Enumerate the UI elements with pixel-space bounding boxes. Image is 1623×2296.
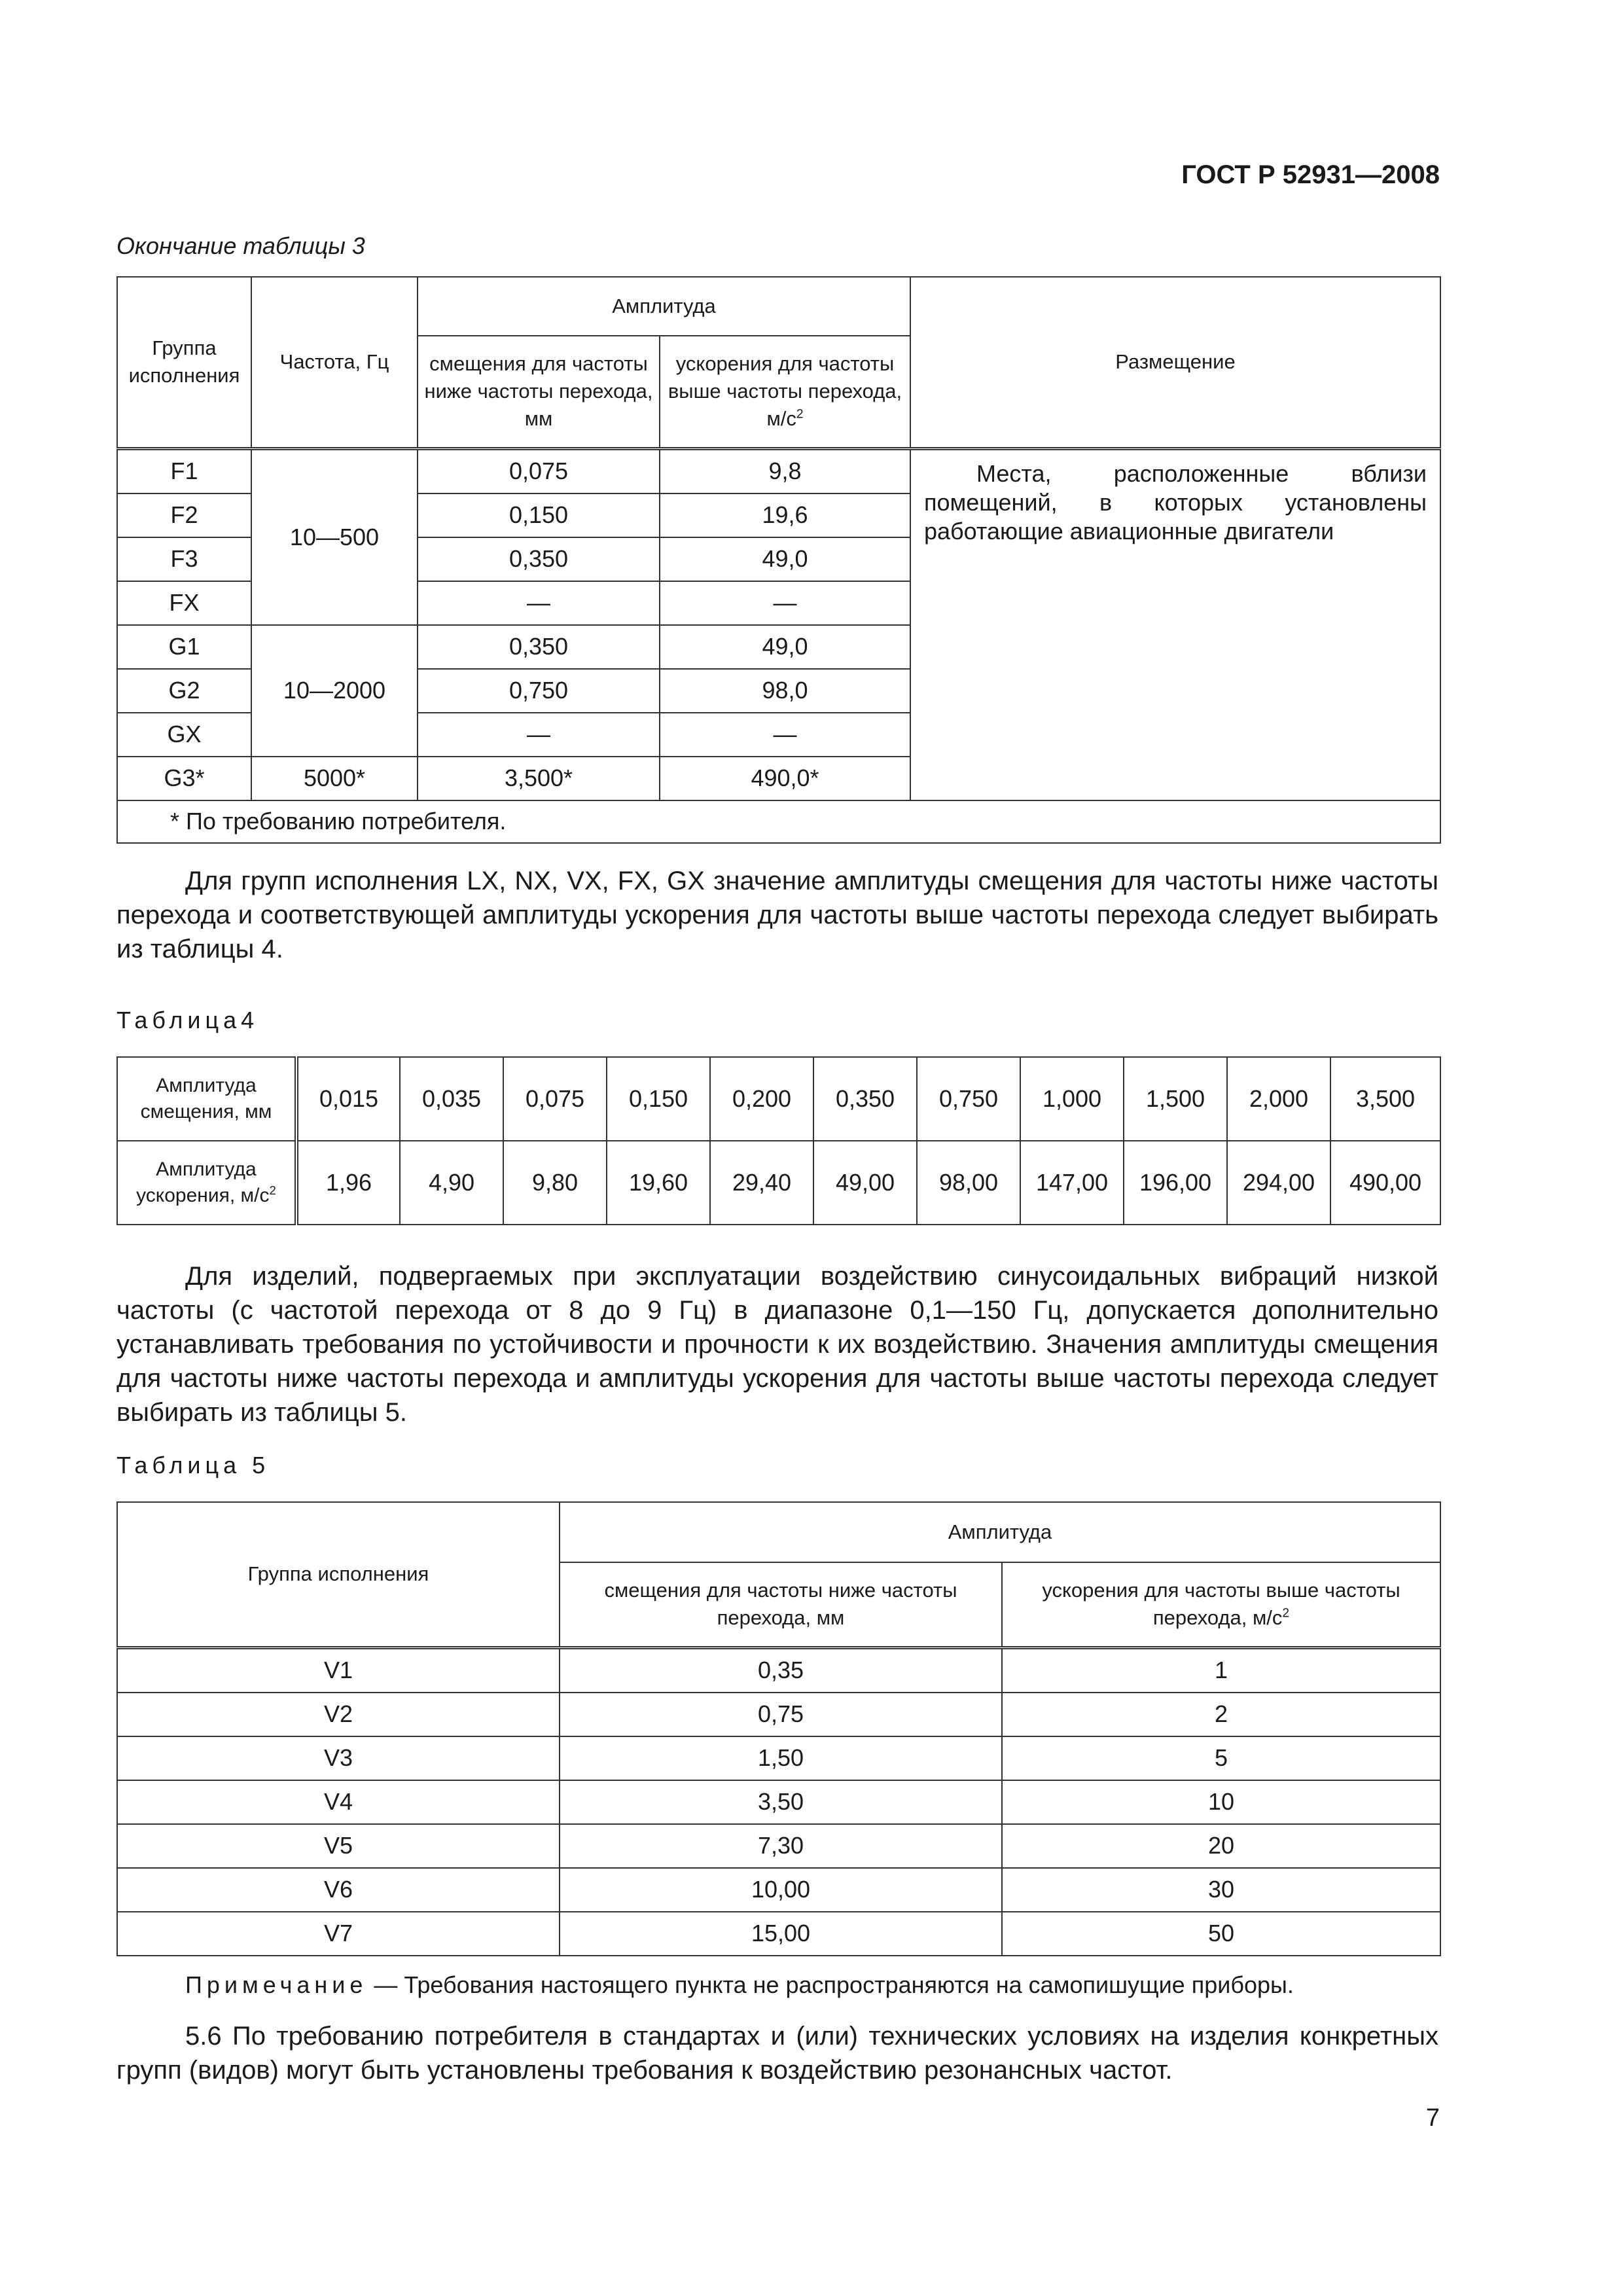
header-placement: Размещение bbox=[910, 277, 1440, 448]
acceleration-cell: 20 bbox=[1002, 1824, 1440, 1868]
acceleration-cell: 19,6 bbox=[660, 493, 910, 537]
displacement-cell: 0,350 bbox=[418, 625, 660, 669]
paragraph-3: 5.6 По требованию потребителя в стандартах и (или) технических условиях на изделия конкретных групп (видов) могут быть установлены требования к воздействию резонансных частот. bbox=[116, 2022, 1438, 2085]
group-cell: F3 bbox=[117, 537, 251, 581]
displacement-cell: 1,50 bbox=[560, 1736, 1002, 1780]
header-frequency: Частота, Гц bbox=[251, 277, 418, 448]
displacement-value: 0,350 bbox=[813, 1057, 917, 1141]
group-cell: G1 bbox=[117, 625, 251, 669]
acceleration-value: 49,00 bbox=[813, 1141, 917, 1225]
document-header: ГОСТ Р 52931—2008 bbox=[1181, 160, 1440, 189]
group-cell: V6 bbox=[117, 1868, 560, 1912]
table-row bbox=[117, 1780, 1440, 1824]
displacement-cell: 0,35 bbox=[560, 1647, 1002, 1693]
displacement-cell: 0,150 bbox=[418, 493, 660, 537]
displacement-cell: 0,750 bbox=[418, 669, 660, 713]
displacement-value: 2,000 bbox=[1227, 1057, 1330, 1141]
displacement-value: 0,200 bbox=[710, 1057, 813, 1141]
displacement-cell: 0,75 bbox=[560, 1693, 1002, 1736]
frequency-cell: 10—500 bbox=[251, 448, 418, 625]
row-label-displacement: Амплитуда смещения, мм bbox=[117, 1057, 296, 1141]
displacement-value: 3,500 bbox=[1330, 1057, 1440, 1141]
row-label-acceleration: Амплитуда ускорения, $м/с^2$ bbox=[117, 1141, 296, 1225]
displacement-cell: 15,00 bbox=[560, 1912, 1002, 1956]
group-cell: G3* bbox=[117, 757, 251, 800]
header-displacement: смещения для частоты ниже частоты перехода, мм bbox=[560, 1562, 1002, 1647]
acceleration-cell: 49,0 bbox=[660, 537, 910, 581]
paragraph-2: Для изделий, подвергаемых при эксплуатации воздействию синусоидальных вибраций низкой частоты (с частотой перехода от 8 до 9 Гц) в диапазоне 0,1—150 Гц, допускается дополнительно устанавливать требования по устойчивости и прочности к их воздействию. Значения амплитуды смещения для частоты ниже частоты перехода и амплитуды ускорения для частоты выше частоты перехода следует выбирать из таблицы 5. bbox=[116, 1262, 1438, 1427]
table-row bbox=[117, 1647, 1440, 1693]
acceleration-cell: — bbox=[660, 713, 910, 757]
displacement-cell: — bbox=[418, 713, 660, 757]
note-label: Примечание bbox=[185, 1971, 368, 1998]
table5-note bbox=[185, 1971, 1294, 1999]
acceleration-value: 9,80 bbox=[503, 1141, 607, 1225]
table-row bbox=[117, 1912, 1440, 1956]
acceleration-cell: 2 bbox=[1002, 1693, 1440, 1736]
acceleration-cell: 98,0 bbox=[660, 669, 910, 713]
acceleration-value: 196,00 bbox=[1124, 1141, 1227, 1225]
displacement-cell: — bbox=[418, 581, 660, 625]
displacement-value: 0,035 bbox=[400, 1057, 503, 1141]
table4-caption: Таблица4 bbox=[116, 1007, 259, 1033]
displacement-cell: 0,075 bbox=[418, 448, 660, 493]
group-cell: V2 bbox=[117, 1693, 560, 1736]
acceleration-cell: — bbox=[660, 581, 910, 625]
header-group: Группа исполнения bbox=[117, 277, 251, 448]
group-cell: V4 bbox=[117, 1780, 560, 1824]
acceleration-cell: 30 bbox=[1002, 1868, 1440, 1912]
acceleration-value: 490,00 bbox=[1330, 1141, 1440, 1225]
acceleration-cell: 10 bbox=[1002, 1780, 1440, 1824]
group-cell: V3 bbox=[117, 1736, 560, 1780]
displacement-cell: 0,350 bbox=[418, 537, 660, 581]
table-5 bbox=[116, 1501, 1441, 1956]
displacement-cell: 3,50 bbox=[560, 1780, 1002, 1824]
acceleration-value: 19,60 bbox=[607, 1141, 710, 1225]
placement-cell: Места, расположенные вблизи помещений, в которых установлены работающие авиационные двигатели bbox=[910, 448, 1440, 800]
acceleration-cell: 50 bbox=[1002, 1912, 1440, 1956]
displacement-row bbox=[117, 1057, 1440, 1141]
group-cell: V7 bbox=[117, 1912, 560, 1956]
displacement-value: 0,150 bbox=[607, 1057, 710, 1141]
table-3 bbox=[116, 276, 1441, 844]
frequency-cell: 5000* bbox=[251, 757, 418, 800]
header-acceleration: ускорения для частоты выше частоты перехода, $м/с^2$ bbox=[1002, 1562, 1440, 1647]
note-text: — Требования настоящего пункта не распространяются на самопишущие приборы. bbox=[367, 1971, 1294, 1998]
table3-caption: Окончание таблицы 3 bbox=[116, 232, 365, 259]
table-row bbox=[117, 448, 1440, 493]
displacement-cell: 3,500* bbox=[418, 757, 660, 800]
table-row bbox=[117, 1824, 1440, 1868]
acceleration-cell: 490,0* bbox=[660, 757, 910, 800]
acceleration-value: 294,00 bbox=[1227, 1141, 1330, 1225]
table-row bbox=[117, 1868, 1440, 1912]
acceleration-value: 98,00 bbox=[917, 1141, 1020, 1225]
acceleration-value: 29,40 bbox=[710, 1141, 813, 1225]
table-4 bbox=[116, 1056, 1441, 1225]
header-group: Группа исполнения bbox=[117, 1502, 560, 1647]
header-acceleration: ускорения для частоты выше частоты перехода, $м/с^2$ bbox=[660, 336, 910, 448]
header-amplitude: Амплитуда bbox=[418, 277, 910, 336]
displacement-value: 0,015 bbox=[296, 1057, 400, 1141]
group-cell: V1 bbox=[117, 1647, 560, 1693]
group-cell: F1 bbox=[117, 448, 251, 493]
acceleration-cell: 49,0 bbox=[660, 625, 910, 669]
displacement-cell: 7,30 bbox=[560, 1824, 1002, 1868]
group-cell: GX bbox=[117, 713, 251, 757]
table-row bbox=[117, 1693, 1440, 1736]
acceleration-cell: 5 bbox=[1002, 1736, 1440, 1780]
paragraph-1: Для групп исполнения LX, NX, VX, FX, GX значение амплитуды смещения для частоты ниже частоты перехода и соответствующей амплитуды ускорения для частоты выше частоты перехода следует выбирать из таблицы 4. bbox=[116, 867, 1438, 963]
frequency-cell: 10—2000 bbox=[251, 625, 418, 757]
displacement-value: 0,075 bbox=[503, 1057, 607, 1141]
displacement-cell: 10,00 bbox=[560, 1868, 1002, 1912]
displacement-value: 0,750 bbox=[917, 1057, 1020, 1141]
group-cell: F2 bbox=[117, 493, 251, 537]
acceleration-cell: 1 bbox=[1002, 1647, 1440, 1693]
table5-caption: Таблица 5 bbox=[116, 1452, 270, 1479]
acceleration-value: 147,00 bbox=[1020, 1141, 1124, 1225]
group-cell: FX bbox=[117, 581, 251, 625]
displacement-value: 1,500 bbox=[1124, 1057, 1227, 1141]
acceleration-value: 1,96 bbox=[296, 1141, 400, 1225]
table-row bbox=[117, 1736, 1440, 1780]
acceleration-value: 4,90 bbox=[400, 1141, 503, 1225]
table3-footnote: * По требованию потребителя. bbox=[117, 800, 1440, 843]
acceleration-cell: 9,8 bbox=[660, 448, 910, 493]
page-number: 7 bbox=[1425, 2104, 1440, 2132]
group-cell: V5 bbox=[117, 1824, 560, 1868]
acceleration-row bbox=[117, 1141, 1440, 1225]
displacement-value: 1,000 bbox=[1020, 1057, 1124, 1141]
group-cell: G2 bbox=[117, 669, 251, 713]
header-displacement: смещения для частоты ниже частоты перехода, мм bbox=[418, 336, 660, 448]
header-amplitude: Амплитуда bbox=[560, 1502, 1440, 1562]
